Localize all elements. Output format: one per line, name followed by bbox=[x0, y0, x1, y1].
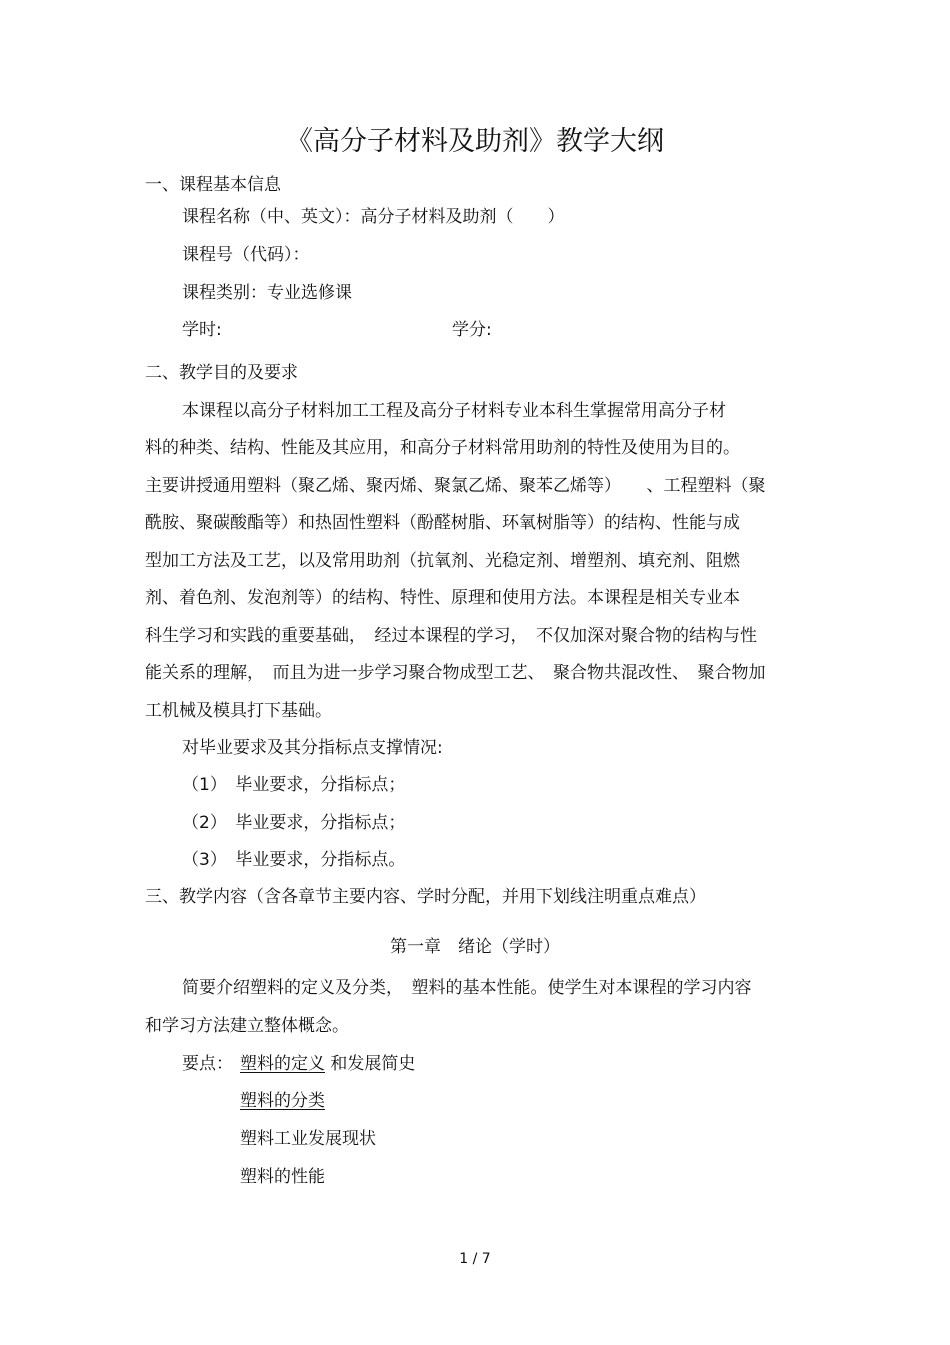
paragraph-line: 酰胺、聚碳酸酯等）和热固性塑料（酚醛树脂、环氧树脂等）的结构、性能与成 bbox=[145, 513, 740, 533]
support-item: （3） 毕业要求，分指标点。 bbox=[182, 850, 406, 870]
key-point-underlined: 塑料的分类 bbox=[240, 1091, 325, 1111]
hours-label: 学时: bbox=[182, 320, 222, 340]
chapter-title: 第一章 绪论（学时） bbox=[390, 937, 560, 957]
key-point-rest: 和发展简史 bbox=[330, 1054, 416, 1074]
chapter-intro-line: 简要介绍塑料的定义及分类， 塑料的基本性能。使学生对本课程的学习内容 bbox=[182, 978, 752, 998]
paragraph-line: 科生学习和实践的重要基础， 经过本课程的学习， 不仅加深对聚合物的结构与性 bbox=[145, 626, 757, 646]
document-title: 《高分子材料及助剂》教学大纲 bbox=[286, 126, 664, 157]
paragraph-line: 工机械及模具打下基础。 bbox=[145, 701, 332, 721]
page-number: 1 / 7 bbox=[459, 1251, 491, 1267]
key-point-underlined: 塑料的定义 bbox=[240, 1054, 325, 1074]
chapter-intro-line: 和学习方法建立整体概念。 bbox=[145, 1016, 349, 1036]
support-intro: 对毕业要求及其分指标点支撑情况: bbox=[182, 738, 443, 758]
paragraph-line: 能关系的理解， 而且为进一步学习聚合物成型工艺、 聚合物共混改性、 聚合物加 bbox=[145, 663, 766, 683]
key-point-1 bbox=[240, 1053, 415, 1075]
key-points-label: 要点： bbox=[182, 1054, 233, 1074]
paragraph-line: 型加工方法及工艺，以及常用助剂（抗氧剂、光稳定剂、增塑剂、填充剂、阻燃 bbox=[145, 551, 740, 571]
credits-label: 学分: bbox=[452, 320, 492, 340]
section3-heading: 三、教学内容（含各章节主要内容、学时分配，并用下划线注明重点难点） bbox=[145, 887, 706, 907]
support-item: （1） 毕业要求，分指标点； bbox=[182, 775, 406, 795]
paragraph-line: 主要讲授通用塑料（聚乙烯、聚丙烯、聚氯乙烯、聚苯乙烯等） 、工程塑料（聚 bbox=[145, 476, 766, 496]
key-point-2 bbox=[240, 1090, 325, 1112]
paragraph-line: 剂、着色剂、发泡剂等）的结构、特性、原理和使用方法。本课程是相关专业本 bbox=[145, 588, 740, 608]
support-item: （2） 毕业要求，分指标点； bbox=[182, 813, 406, 833]
section1-heading: 一、课程基本信息 bbox=[145, 175, 281, 195]
course-type-line: 课程类别：专业选修课 bbox=[182, 283, 352, 303]
course-code-line: 课程号（代码）： bbox=[182, 245, 310, 265]
key-point-3: 塑料工业发展现状 bbox=[240, 1129, 376, 1149]
section2-heading: 二、教学目的及要求 bbox=[145, 363, 298, 383]
course-name-line: 课程名称（中、英文）：高分子材料及助剂（ ） bbox=[182, 207, 565, 227]
key-point-4: 塑料的性能 bbox=[240, 1167, 325, 1187]
paragraph-line: 本课程以高分子材料加工工程及高分子材料专业本科生掌握常用高分子材 bbox=[182, 401, 726, 421]
paragraph-line: 料的种类、结构、性能及其应用，和高分子材料常用助剂的特性及使用为目的。 bbox=[145, 438, 740, 458]
